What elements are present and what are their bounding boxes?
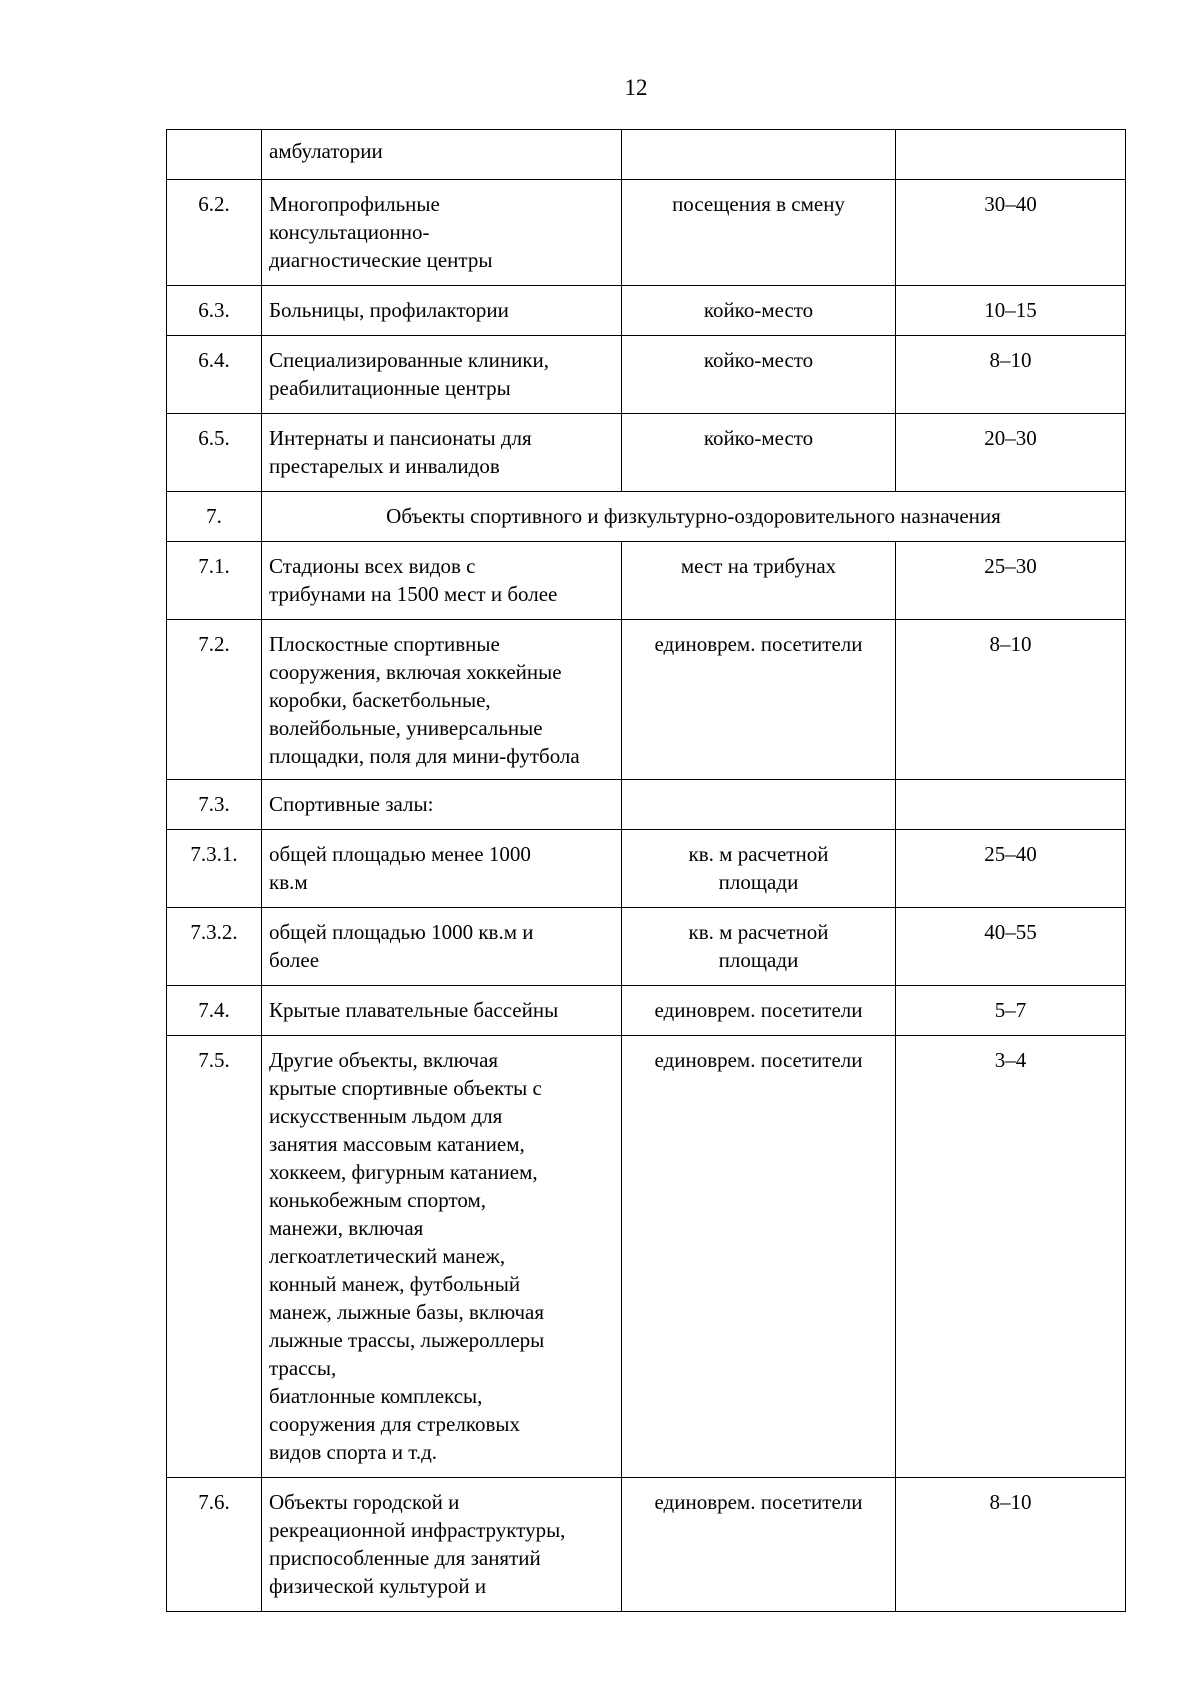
table-row — [167, 542, 1126, 620]
row-unit: единоврем. посетители — [622, 1036, 896, 1478]
row-unit — [622, 780, 896, 830]
table-row — [167, 986, 1126, 1036]
row-unit: единоврем. посетители — [622, 986, 896, 1036]
row-name: Многопрофильные консультационно- диагностические центры — [262, 180, 622, 286]
row-value: 25–30 — [896, 542, 1126, 620]
norms-table — [166, 129, 1126, 1612]
row-value: 8–10 — [896, 1478, 1126, 1612]
row-number: 7.3.2. — [167, 908, 262, 986]
page-number: 12 — [624, 75, 648, 100]
row-name: Крытые плавательные бассейны — [262, 986, 622, 1036]
row-name: общей площадью менее 1000 кв.м — [262, 830, 622, 908]
row-unit: койко-место — [622, 286, 896, 336]
row-value: 40–55 — [896, 908, 1126, 986]
table-row — [167, 180, 1126, 286]
row-unit: посещения в смену — [622, 180, 896, 286]
row-value: 3–4 — [896, 1036, 1126, 1478]
row-name: Интернаты и пансионаты для престарелых и инвалидов — [262, 414, 622, 492]
row-name: Спортивные залы: — [262, 780, 622, 830]
row-number: 7.2. — [167, 620, 262, 780]
row-value: 20–30 — [896, 414, 1126, 492]
row-value: 10–15 — [896, 286, 1126, 336]
row-name: Другие объекты, включая крытые спортивные объекты с искусственным льдом для занятия массовым катанием, хоккеем, фигурным катанием, конькобежным спортом, манежи, включая легкоатлетический манеж, конный манеж, футбольный манеж, лыжные базы, включая лыжные трассы, лыжероллеры трассы, биатлонные комплексы, сооружения для стрелковых видов спорта и т.д. — [262, 1036, 622, 1478]
row-unit: кв. м расчетной площади — [622, 908, 896, 986]
row-value: 25–40 — [896, 830, 1126, 908]
row-name: амбулатории — [262, 130, 622, 180]
row-number: 6.5. — [167, 414, 262, 492]
row-name: Стадионы всех видов с трибунами на 1500 мест и более — [262, 542, 622, 620]
row-name: Специализированные клиники, реабилитационные центры — [262, 336, 622, 414]
row-number: 7.3. — [167, 780, 262, 830]
row-value: 30–40 — [896, 180, 1126, 286]
row-name: Больницы, профилактории — [262, 286, 622, 336]
row-number: 6.2. — [167, 180, 262, 286]
table-row — [167, 830, 1126, 908]
table-row — [167, 1036, 1126, 1478]
table-row — [167, 130, 1126, 180]
row-unit: единоврем. посетители — [622, 620, 896, 780]
section-number: 7. — [167, 492, 262, 542]
section-row — [167, 492, 1126, 542]
row-unit: кв. м расчетной площади — [622, 830, 896, 908]
table-row — [167, 908, 1126, 986]
row-number: 7.4. — [167, 986, 262, 1036]
row-number: 7.1. — [167, 542, 262, 620]
row-name: Плоскостные спортивные сооружения, включая хоккейные коробки, баскетбольные, волейбольные, универсальные площадки, поля для мини-футбола — [262, 620, 622, 780]
row-number: 7.5. — [167, 1036, 262, 1478]
row-number — [167, 130, 262, 180]
row-value — [896, 780, 1126, 830]
row-number: 7.6. — [167, 1478, 262, 1612]
table-row — [167, 1478, 1126, 1612]
row-unit: койко-место — [622, 414, 896, 492]
row-unit — [622, 130, 896, 180]
row-value: 5–7 — [896, 986, 1126, 1036]
row-value — [896, 130, 1126, 180]
row-number: 7.3.1. — [167, 830, 262, 908]
table-row — [167, 336, 1126, 414]
section-title: Объекты спортивного и физкультурно-оздоровительного назначения — [262, 492, 1126, 542]
row-unit: единоврем. посетители — [622, 1478, 896, 1612]
row-value: 8–10 — [896, 620, 1126, 780]
table-row — [167, 780, 1126, 830]
table-row — [167, 286, 1126, 336]
row-number: 6.4. — [167, 336, 262, 414]
row-number: 6.3. — [167, 286, 262, 336]
row-name: общей площадью 1000 кв.м и более — [262, 908, 622, 986]
row-value: 8–10 — [896, 336, 1126, 414]
row-unit: койко-место — [622, 336, 896, 414]
table-row — [167, 620, 1126, 780]
row-unit: мест на трибунах — [622, 542, 896, 620]
table-row — [167, 414, 1126, 492]
row-name: Объекты городской и рекреационной инфраструктуры, приспособленные для занятий физической культурой и — [262, 1478, 622, 1612]
